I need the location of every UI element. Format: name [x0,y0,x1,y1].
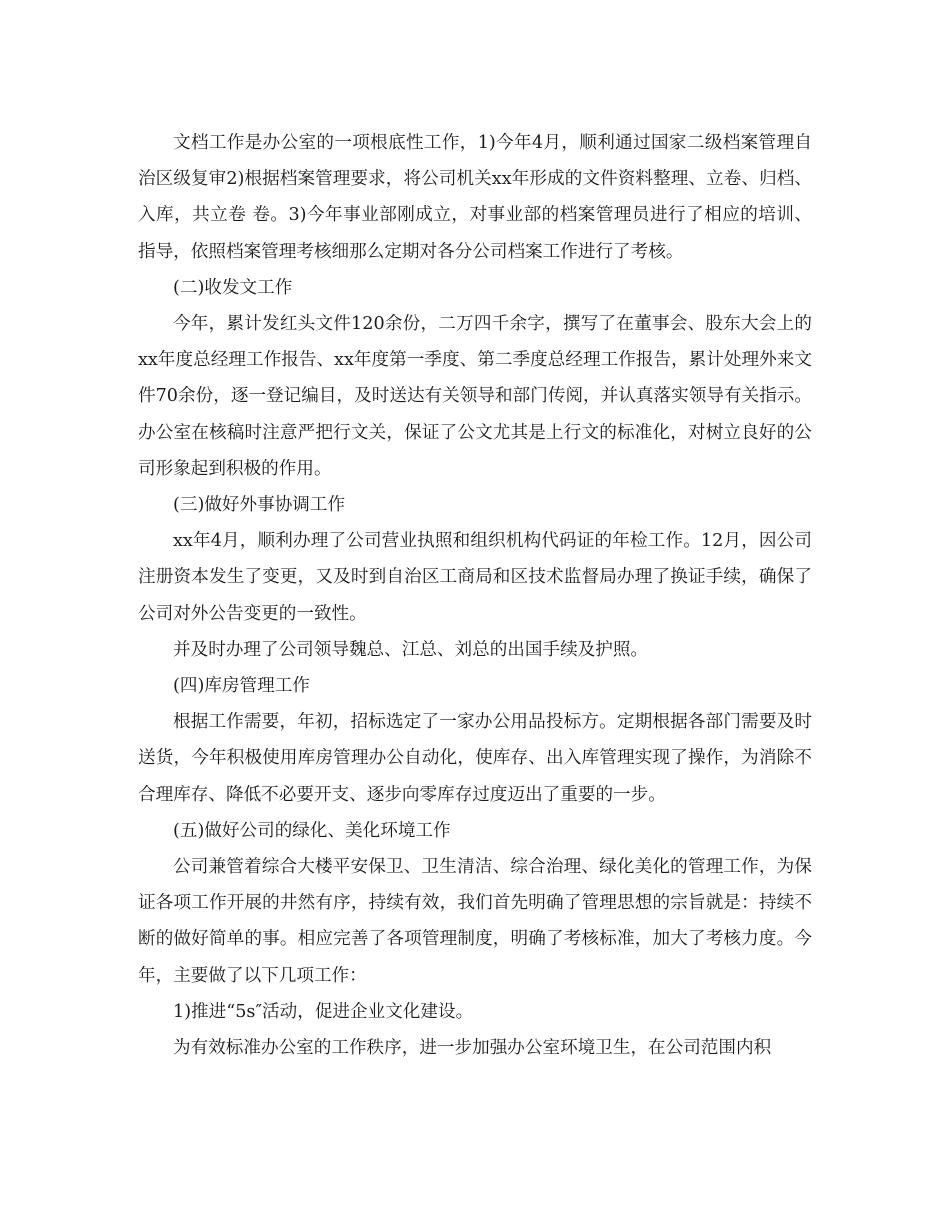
document-body [138,125,812,1066]
section-heading-external-affairs: (三)做好外事协调工作 [173,495,346,516]
paragraph-document-handling: 今年，累计发红头文件120余份，二万四千余字，撰写了在董事会、股东大会上的xx年度总经理工作报告、xx年度第一季度、第二季度总经理工作报告，累计处理外来文件70余份，逐一登记编目，及时送达有关领导和部门传阅，并认真落实领导有关指示。办公室在核稿时注意严把行文关，保证了公文尤其是上行文的标准化，对树立良好的公司形象起到积极的作用。 [138,314,812,479]
section-heading-warehouse: (四)库房管理工作 [173,676,310,697]
section-heading-greening: (五)做好公司的绿化、美化环境工作 [173,820,451,841]
paragraph-external-affairs: xx年4月，顺利办理了公司营业执照和组织机构代码证的年检工作。12月，因公司注册资本发生了变更，又及时到自治区工商局和区技术监督局办理了换证手续，确保了公司对外公告变更的一致性。 [138,531,812,624]
paragraph-archive-work: 文档工作是办公室的一项根底性工作，1)今年4月，顺利通过国家二级档案管理自治区级复审2)根据档案管理要求，将公司机关xx年形成的文件资料整理、立卷、归档、入库，共立卷 卷。3)今年事业部刚成立，对事业部的档案管理员进行了相应的培训、指导，依照档案管理考核细那么定期对各分公司档案工作进行了考核。 [138,133,812,262]
paragraph-5s: 为有效标准办公室的工作秩序，进一步加强办公室环境卫生，在公司范围内积 [173,1038,772,1059]
paragraph-warehouse: 根据工作需要，年初，招标选定了一家办公用品投标方。定期根据各部门需要及时送货，今年积极使用库房管理办公自动化，使库存、出入库管理实现了操作，为消除不合理库存、降低不必要开支、逐步向零库存过度迈出了重要的一步。 [138,712,812,805]
section-heading-document-handling: (二)收发文工作 [173,277,293,298]
paragraph-greening: 公司兼管着综合大楼平安保卫、卫生清洁、综合治理、绿化美化的管理工作，为保证各项工作开展的井然有序，持续有效，我们首先明确了管理思想的宗旨就是：持续不断的做好简单的事。相应完善了各项管理制度，明确了考核标准，加大了考核力度。今年，主要做了以下几项工作： [138,857,812,986]
paragraph-passports: 并及时办理了公司领导魏总、江总、刘总的出国手续及护照。 [173,639,649,660]
subsection-heading-5s: 1)推进“5s″活动，促进企业文化建设。 [173,1001,474,1022]
